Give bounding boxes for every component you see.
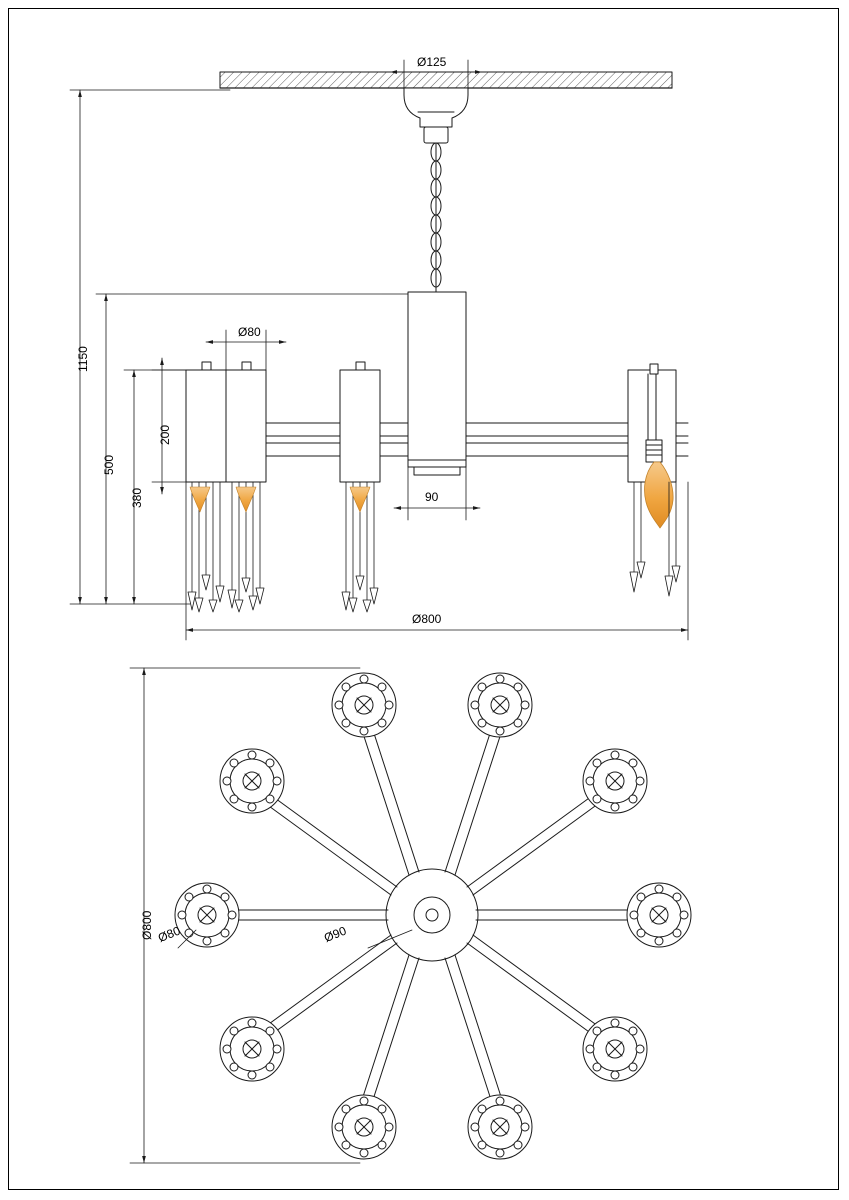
plan-shade-disc bbox=[220, 749, 284, 813]
canopy bbox=[404, 88, 468, 127]
plan-shade-disc bbox=[468, 673, 532, 737]
plan-shade-disc bbox=[583, 749, 647, 813]
plan-shade-disc bbox=[583, 1017, 647, 1081]
dim-label-drop-height: 500 bbox=[102, 454, 116, 475]
ceiling-line bbox=[220, 72, 672, 88]
plan-view bbox=[130, 668, 691, 1163]
crystal-strands-left bbox=[188, 482, 378, 612]
dim-label-canopy-diameter: Ø125 bbox=[417, 55, 447, 69]
dim-label-arm-offset: 200 bbox=[158, 424, 172, 445]
dim-label-plan-shade-diameter: Ø80 bbox=[156, 923, 183, 945]
shade-left-3 bbox=[340, 362, 380, 482]
shade-left-2 bbox=[226, 362, 266, 482]
dim-label-overall-diameter: Ø800 bbox=[412, 612, 442, 626]
dim-label-plan-hub-diameter: Ø90 bbox=[322, 923, 349, 945]
dim-label-shade-height: 380 bbox=[130, 487, 144, 508]
dim-label-body-width: 90 bbox=[425, 490, 439, 504]
plan-shade-disc bbox=[332, 673, 396, 737]
dim-label-total-height: 1150 bbox=[76, 346, 90, 372]
plan-shade-disc bbox=[468, 1095, 532, 1159]
dim-plan-800 bbox=[130, 668, 360, 1163]
plan-shade-disc bbox=[220, 1017, 284, 1081]
plan-shade-disc bbox=[175, 883, 239, 947]
dim-label-plan-overall-diameter: Ø800 bbox=[140, 910, 154, 940]
plan-shade-disc bbox=[332, 1095, 396, 1159]
suspension-chain bbox=[424, 127, 448, 292]
plan-shade-disc bbox=[627, 883, 691, 947]
center-body bbox=[408, 292, 466, 475]
dim-label-shade-diameter: Ø80 bbox=[238, 325, 261, 339]
shade-left-1 bbox=[186, 362, 226, 482]
